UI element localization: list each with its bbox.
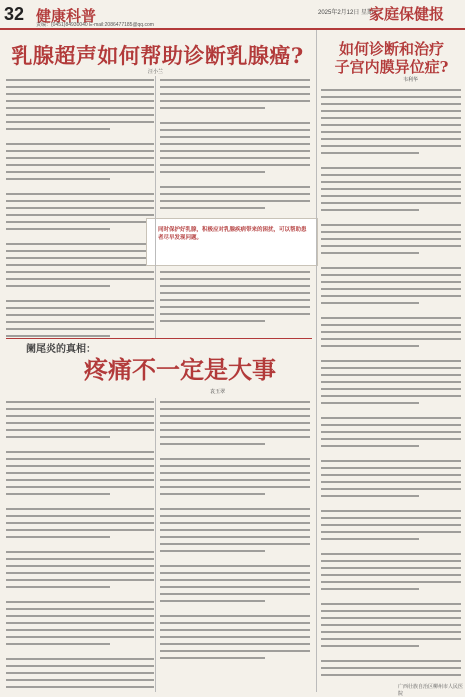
article-byline-3: 韦利华 [403, 77, 419, 83]
article-kicker: 阑尾炎的真相： [26, 344, 96, 355]
article-headline-3 [320, 40, 463, 76]
article-body-col-2b [160, 268, 310, 336]
section-title: 健康科普 [36, 8, 97, 25]
newspaper-name: 家庭保健报 [369, 6, 445, 23]
page-column-divider [316, 30, 317, 692]
callout-text: 同时保护好乳腺，积极应对乳腺疾病带来的困扰，可以帮助患者尽早发现问题。 [158, 227, 307, 241]
page-number: 32 [4, 4, 25, 24]
article-byline-2: 袁玉翠 [210, 389, 226, 395]
article-body-col-2 [160, 76, 310, 216]
article3-affiliation: 广西壮族自治区柳州市人民医院 [398, 684, 464, 697]
headline-3-line-2: 子宫内膜异位症? [334, 58, 449, 76]
article-body-col-1 [6, 76, 154, 338]
column-divider-2 [155, 398, 156, 692]
editor-contact: 责编：(0451)84930040 E-mail:2086477185@qq.com [36, 22, 154, 28]
issue-date: 2025年2月12日 星期三 [318, 10, 380, 16]
article2-body-col-2 [160, 398, 310, 692]
article2-body-col-1 [6, 398, 154, 692]
article-byline: 汪小兰 [148, 69, 164, 75]
article3-body [321, 86, 461, 680]
headline-3-line-1: 如何诊断和治疗 [338, 40, 444, 58]
article-separator [6, 338, 312, 339]
article-headline-2: 疼痛不一定是大事 [84, 355, 276, 384]
column-divider [155, 76, 156, 338]
article-headline: 乳腺超声如何帮助诊断乳腺癌? [11, 43, 304, 68]
